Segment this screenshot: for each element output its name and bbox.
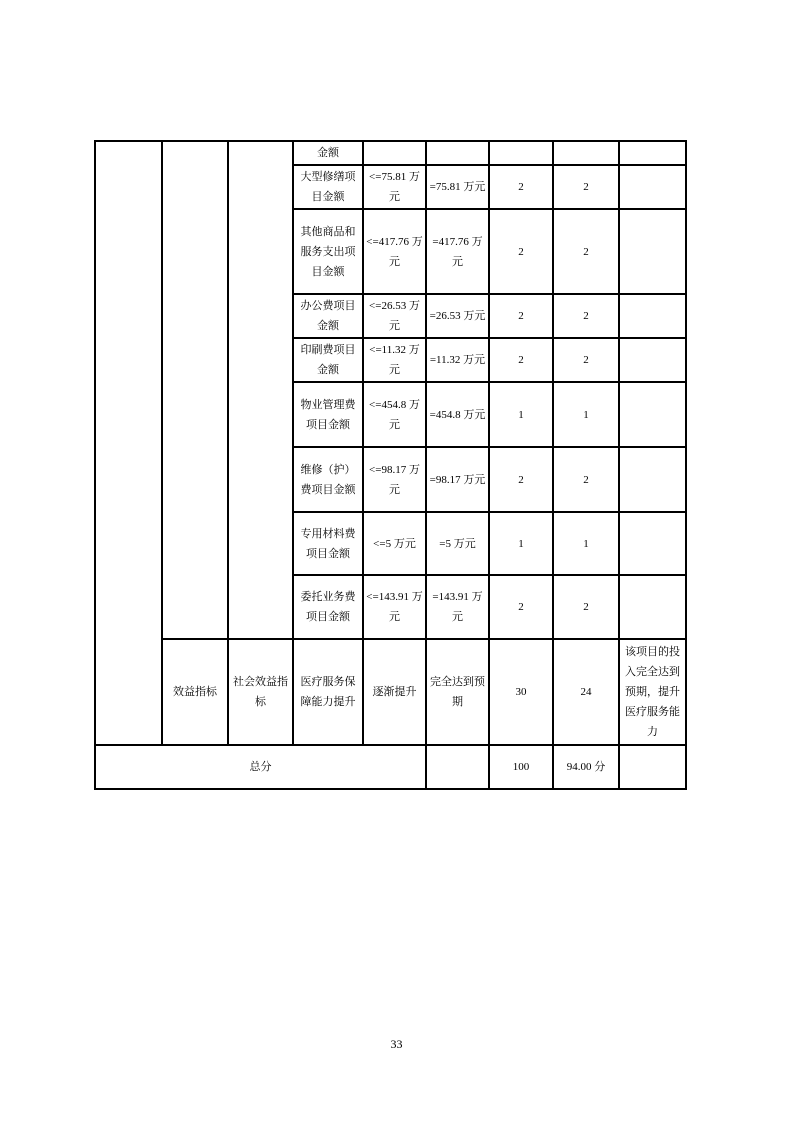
- target-value-cell: [363, 141, 426, 165]
- actual-value-cell: =11.32 万元: [426, 338, 489, 382]
- target-value-cell: <=11.32 万元: [363, 338, 426, 382]
- actual-value-cell: =26.53 万元: [426, 294, 489, 338]
- target-value-cell: <=26.53 万元: [363, 294, 426, 338]
- total-weight-cell: 100: [489, 745, 553, 789]
- indicator-name-cell: 印刷费项目金额: [293, 338, 363, 382]
- table-row-benefit: [95, 639, 686, 745]
- score-cell: 24: [553, 639, 619, 745]
- score-cell: 2: [553, 165, 619, 209]
- actual-value-cell: =5 万元: [426, 512, 489, 575]
- note-cell: [619, 447, 686, 512]
- performance-evaluation-table: [94, 140, 687, 790]
- indicator-name-cell: 大型修缮项目金额: [293, 165, 363, 209]
- weight-cell: 30: [489, 639, 553, 745]
- score-cell: 2: [553, 294, 619, 338]
- page-number: 33: [390, 1037, 403, 1051]
- weight-cell: 2: [489, 294, 553, 338]
- score-cell: 2: [553, 447, 619, 512]
- target-value-cell: <=75.81 万元: [363, 165, 426, 209]
- target-value-cell: <=98.17 万元: [363, 447, 426, 512]
- score-cell: 2: [553, 209, 619, 294]
- target-value-cell: <=454.8 万元: [363, 382, 426, 447]
- actual-value-cell: =417.76 万元: [426, 209, 489, 294]
- total-actual-cell: [426, 745, 489, 789]
- actual-value-cell: [426, 141, 489, 165]
- weight-cell: [489, 141, 553, 165]
- note-cell: [619, 575, 686, 639]
- weight-cell: 2: [489, 209, 553, 294]
- weight-cell: 2: [489, 338, 553, 382]
- indicator-name-cell: 医疗服务保障能力提升: [293, 639, 363, 745]
- indicator-name-cell: 维修（护）费项目金额: [293, 447, 363, 512]
- note-cell: 该项目的投入完全达到预期，提升医疗服务能力: [619, 639, 686, 745]
- subcategory-cell: 社会效益指标: [228, 639, 293, 745]
- table-row-total: [95, 745, 686, 789]
- category-cell: 效益指标: [162, 639, 228, 745]
- note-cell: [619, 165, 686, 209]
- indicator-name-cell: 其他商品和服务支出项目金额: [293, 209, 363, 294]
- category-carryover-cell: [162, 141, 228, 639]
- total-score-cell: 94.00 分: [553, 745, 619, 789]
- note-cell: [619, 338, 686, 382]
- note-cell: [619, 141, 686, 165]
- indicator-name-cell: 专用材料费项目金额: [293, 512, 363, 575]
- actual-value-cell: =454.8 万元: [426, 382, 489, 447]
- score-cell: 2: [553, 338, 619, 382]
- actual-value-cell: =98.17 万元: [426, 447, 489, 512]
- weight-cell: 1: [489, 512, 553, 575]
- score-cell: 2: [553, 575, 619, 639]
- indicator-name-cell: 委托业务费项目金额: [293, 575, 363, 639]
- weight-cell: 1: [489, 382, 553, 447]
- actual-value-cell: =143.91 万元: [426, 575, 489, 639]
- note-cell: [619, 382, 686, 447]
- note-cell: [619, 512, 686, 575]
- indicator-name-cell: 金额: [293, 141, 363, 165]
- target-value-cell: <=417.76 万元: [363, 209, 426, 294]
- weight-cell: 2: [489, 575, 553, 639]
- weight-cell: 2: [489, 165, 553, 209]
- total-label-cell: 总分: [95, 745, 426, 789]
- subcategory-carryover-cell: [228, 141, 293, 639]
- total-note-cell: [619, 745, 686, 789]
- actual-value-cell: =75.81 万元: [426, 165, 489, 209]
- target-value-cell: <=5 万元: [363, 512, 426, 575]
- weight-cell: 2: [489, 447, 553, 512]
- indicator-name-cell: 办公费项目金额: [293, 294, 363, 338]
- note-cell: [619, 294, 686, 338]
- note-cell: [619, 209, 686, 294]
- table-row-carryover: [95, 141, 686, 165]
- score-cell: 1: [553, 382, 619, 447]
- target-value-cell: 逐渐提升: [363, 639, 426, 745]
- score-cell: 1: [553, 512, 619, 575]
- actual-value-cell: 完全达到预期: [426, 639, 489, 745]
- left-category-carryover-cell: [95, 141, 162, 745]
- indicator-name-cell: 物业管理费项目金额: [293, 382, 363, 447]
- score-cell: [553, 141, 619, 165]
- target-value-cell: <=143.91 万元: [363, 575, 426, 639]
